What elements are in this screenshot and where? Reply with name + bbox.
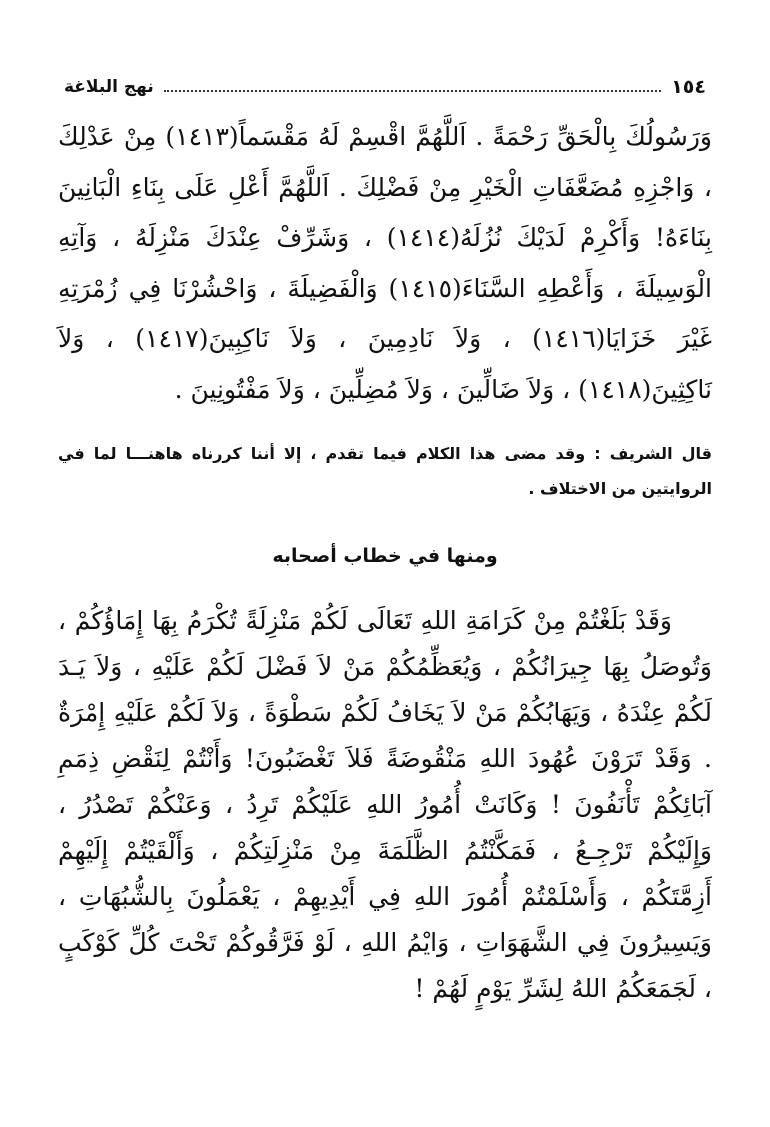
running-header: [64, 74, 706, 100]
sharif-note: قال الشريف : وقد مضى هذا الكلام فيما تقدم ، إلا أننا كررناه هاهنـــا لما في الروايتين من الاختلاف .: [58, 444, 712, 498]
section-heading: ومنها في خطاب أصحابه: [272, 545, 498, 567]
book-title: نهج البلاغة: [64, 77, 154, 97]
page-number: ١٥٤: [671, 76, 706, 98]
bottom-paragraph: وَقَدْ بَلَغْتُمْ مِنْ كَرَامَةِ اللهِ تَعَالَى لَكُمْ مَنْزِلَةً تُكْرَمُ بِهَا إِمَاؤُكُمْ ، وَتُوصَلُ بِهَا جِيرَانُكُمْ ، وَيُعَظِّمُكُمْ مَنْ لاَ فَضْلَ لَكُمْ عَلَيْهِ ، وَلاَ يَـدَ لَكُمْ عِنْدَهُ ، وَيَهَابُكُمْ مَنْ لاَ يَخَافُ لَكُمْ سَطْوَةً ، وَلاَ لَكُمْ عَلَيْهِ إِمْرَةٌ . وَقَدْ تَرَوْنَ عُهُودَ اللهِ مَنْقُوضَةً فَلاَ تَغْضَبُونَ! وَأَنْتُمْ لِنَقْضِ ذِمَمِ آبَائِكُمْ تَأْنَفُونَ ! وَكَانَتْ أُمُورُ اللهِ عَلَيْكُمْ تَرِدُ ، وَعَنْكُمْ تَصْدُرُ ، وَإِلَيْكُمْ تَرْجِـعُ ، فَمَكَّنْتُمُ الظَّلَمَةَ مِنْ مَنْزِلَتِكُمْ ، وَأَلْقَيْتُمْ إِلَيْهِمْ أَزِمَّتَكُمْ ، وَأَسْلَمْتُمْ أُمُورَ اللهِ فِي أَيْدِيهِمْ ، يَعْمَلُونَ بِالشُّبُهَاتِ ، وَيَسِيرُونَ فِي الشَّهَوَاتِ ، وَايْمُ اللهِ ، لَوْ فَرَّقُوكُمْ تَحْتَ كُلِّ كَوْكَبٍ ، لَجَمَعَكُمُ اللهُ لِشَرِّ يَوْمٍ لَهُمْ !: [58, 606, 712, 1003]
header-dotted-leader: [164, 90, 661, 92]
top-paragraph: وَرَسُولُكَ بِالْحَقِّ رَحْمَةً . اَللَّهُمَّ اقْسِمْ لَهُ مَقْسَماً(١٤١٣) مِنْ عَدْلِكَ ، وَاجْزِهِ مُضَعَّفَاتِ الْخَيْرِ مِنْ فَضْلِكَ . اَللَّهُمَّ أَعْلِ عَلَى بِنَاءِ الْبَانِينَ بِنَاءَهُ! وَأَكْرِمْ لَدَيْكَ نُزُلَهُ(١٤١٤) ، وَشَرِّفْ عِنْدَكَ مَنْزِلَهُ ، وَآتِهِ الْوَسِيلَةَ ، وَأَعْطِهِ السَّنَاءَ(١٤١٥) وَالْفَضِيلَةَ ، وَاحْشُرْنَا فِي زُمْرَتِهِ غَيْرَ خَزَايَا(١٤١٦) ، وَلاَ نَادِمِينَ ، وَلاَ نَاكِبِينَ(١٤١٧) ، وَلاَ نَاكِثِينَ(١٤١٨) ، وَلاَ ضَالِّينَ ، وَلاَ مُضِلِّينَ ، وَلاَ مَفْتُونِينَ .: [58, 122, 712, 404]
